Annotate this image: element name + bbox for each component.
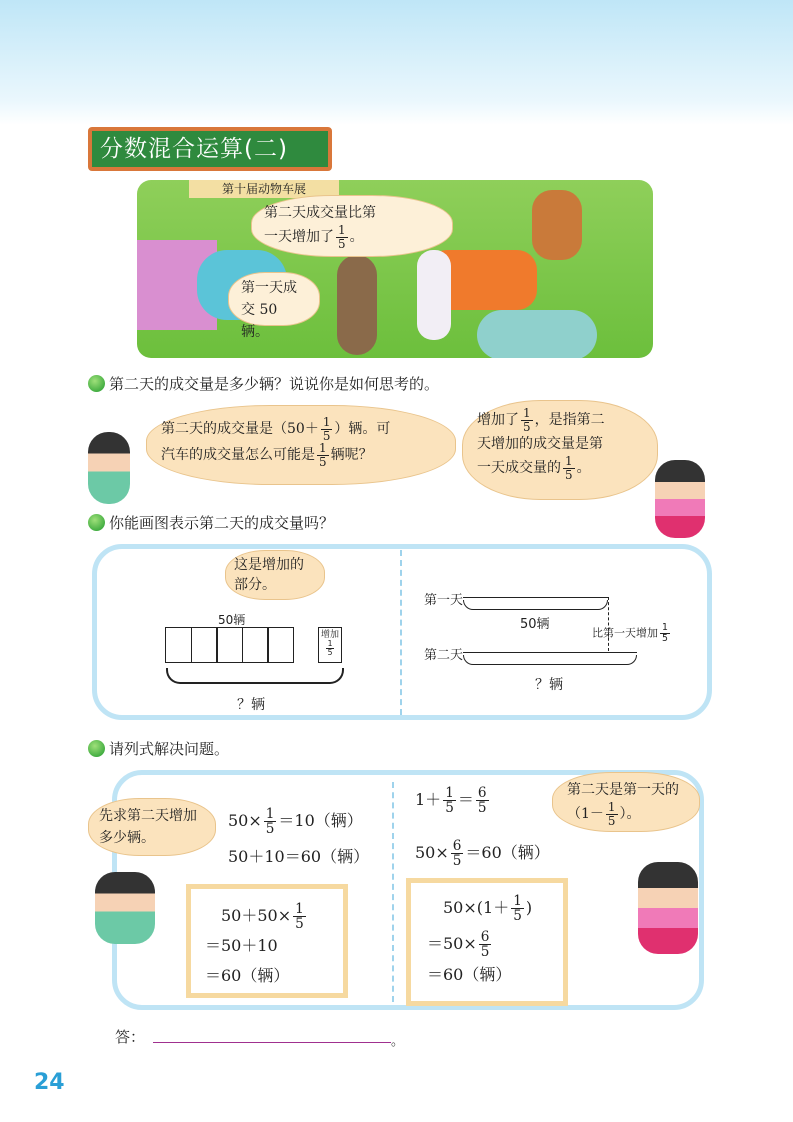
day2-count-label: ？辆: [535, 677, 563, 693]
bubble-text: 第二天成交量比第: [264, 205, 376, 221]
bar-segment: [267, 627, 294, 663]
speech-bubble-girl-2: 第二天是第一天的（1－ $\frac{1}{5}$ ）。: [552, 772, 700, 832]
bear-illustration: [337, 255, 377, 355]
method2-expr: ＝50× $\frac{6}{5}$: [427, 929, 490, 961]
increase-label: 比第一天增加 $\frac{1}{5}$: [592, 622, 668, 644]
day2-line: [463, 652, 637, 653]
thought-bubble: 这是增加的部分。: [225, 550, 325, 600]
girl-character: [638, 862, 698, 954]
bar-model: [165, 627, 293, 667]
monkey-illustration: [532, 190, 582, 260]
method1-step1: 50× $\frac{1}{5}$ ＝10（辆）: [228, 805, 363, 837]
bullet-icon: [88, 740, 105, 757]
rabbit-illustration: [417, 250, 451, 340]
bubble-text: 汽车的成交量怎么可能是 $\frac{1}{5}$ 辆呢？: [161, 441, 373, 469]
speech-bubble-bear: [228, 272, 320, 340]
green-car-illustration: [477, 310, 597, 358]
bubble-text: 一天成交量的 $\frac{1}{5}$ 。: [477, 454, 591, 482]
answer-input-line[interactable]: [153, 1042, 391, 1043]
banner-sign: 第十届动物车展: [189, 180, 339, 198]
bubble-text: 第二天的成交量是（50＋ $\frac{1}{5}$ ）辆。可: [161, 415, 391, 443]
day1-label: 第一天: [424, 593, 464, 608]
method2-expr: ＝60（辆）: [427, 964, 512, 984]
panel-divider: [392, 782, 394, 1002]
boy-character: [95, 872, 155, 944]
bullet-icon: [88, 375, 105, 392]
girl-character: [655, 460, 705, 538]
brace-day2: [463, 655, 637, 665]
answer-end-mark: 。: [391, 1034, 405, 1049]
method2-step2: 50× $\frac{6}{5}$ ＝60（辆）: [415, 837, 550, 869]
bubble-text: 交 50 辆。: [241, 302, 278, 340]
method2-note-card: [406, 878, 568, 1006]
bullet-icon: [88, 514, 105, 531]
bar-segment: [242, 627, 269, 663]
boy-character: [88, 432, 130, 504]
day1-line: [463, 597, 608, 598]
bar-segment: [191, 627, 218, 663]
lesson-title: 分数混合运算(二): [88, 127, 332, 171]
speech-bubble-rabbit: [251, 195, 453, 257]
page-number: 24: [34, 1070, 65, 1095]
bubble-text: 一天增加了 $\frac{1}{5}$ 。: [264, 223, 364, 251]
header-band: [0, 0, 793, 125]
bubble-text: 增加了 $\frac{1}{5}$ ，是指第二: [477, 406, 605, 434]
question-2: 你能画图表示第二天的成交量吗？: [88, 512, 334, 533]
bar-top-label: 50辆: [218, 613, 246, 627]
bar-segment: [216, 627, 243, 663]
question-1: 第二天的成交量是多少辆？说说你是如何思考的。: [88, 373, 439, 394]
day2-label: 第二天: [424, 648, 464, 663]
bar-bottom-label: ？辆: [237, 697, 265, 713]
method2-step1: 1＋ $\frac{1}{5}$ ＝ $\frac{6}{5}$: [415, 784, 487, 816]
brace-total: [166, 668, 344, 684]
method1-expr: 50＋50× $\frac{1}{5}$: [221, 900, 304, 932]
fraction: $\frac{1}{5}$: [338, 223, 346, 251]
speech-bubble-boy: [146, 405, 456, 485]
bubble-text: 天增加的成交量是第: [477, 436, 603, 452]
day1-count-label: 50辆: [520, 617, 550, 632]
method1-step2: 50＋10＝60（辆）: [228, 847, 370, 866]
bubble-text: 第一天成: [241, 280, 297, 296]
method1-expr: ＝50＋10: [205, 936, 278, 956]
illustration-car-show: [137, 180, 653, 358]
answer-label: 答：: [115, 1028, 146, 1046]
bar-segment: [165, 627, 192, 663]
speech-bubble-girl: [462, 400, 658, 500]
panel-divider: [400, 550, 402, 715]
question-3: 请列式解决问题。: [88, 738, 229, 759]
speech-bubble-boy-2: 先求第二天增加多少辆。: [88, 798, 216, 856]
method1-note-card: [186, 884, 348, 998]
increase-box: 增加 $\frac{1}{5}$: [318, 627, 342, 663]
brace-day1: [463, 600, 608, 610]
method2-expr: 50×(1＋ $\frac{1}{5}$ ): [443, 892, 533, 924]
method1-expr: ＝60（辆）: [205, 966, 290, 986]
